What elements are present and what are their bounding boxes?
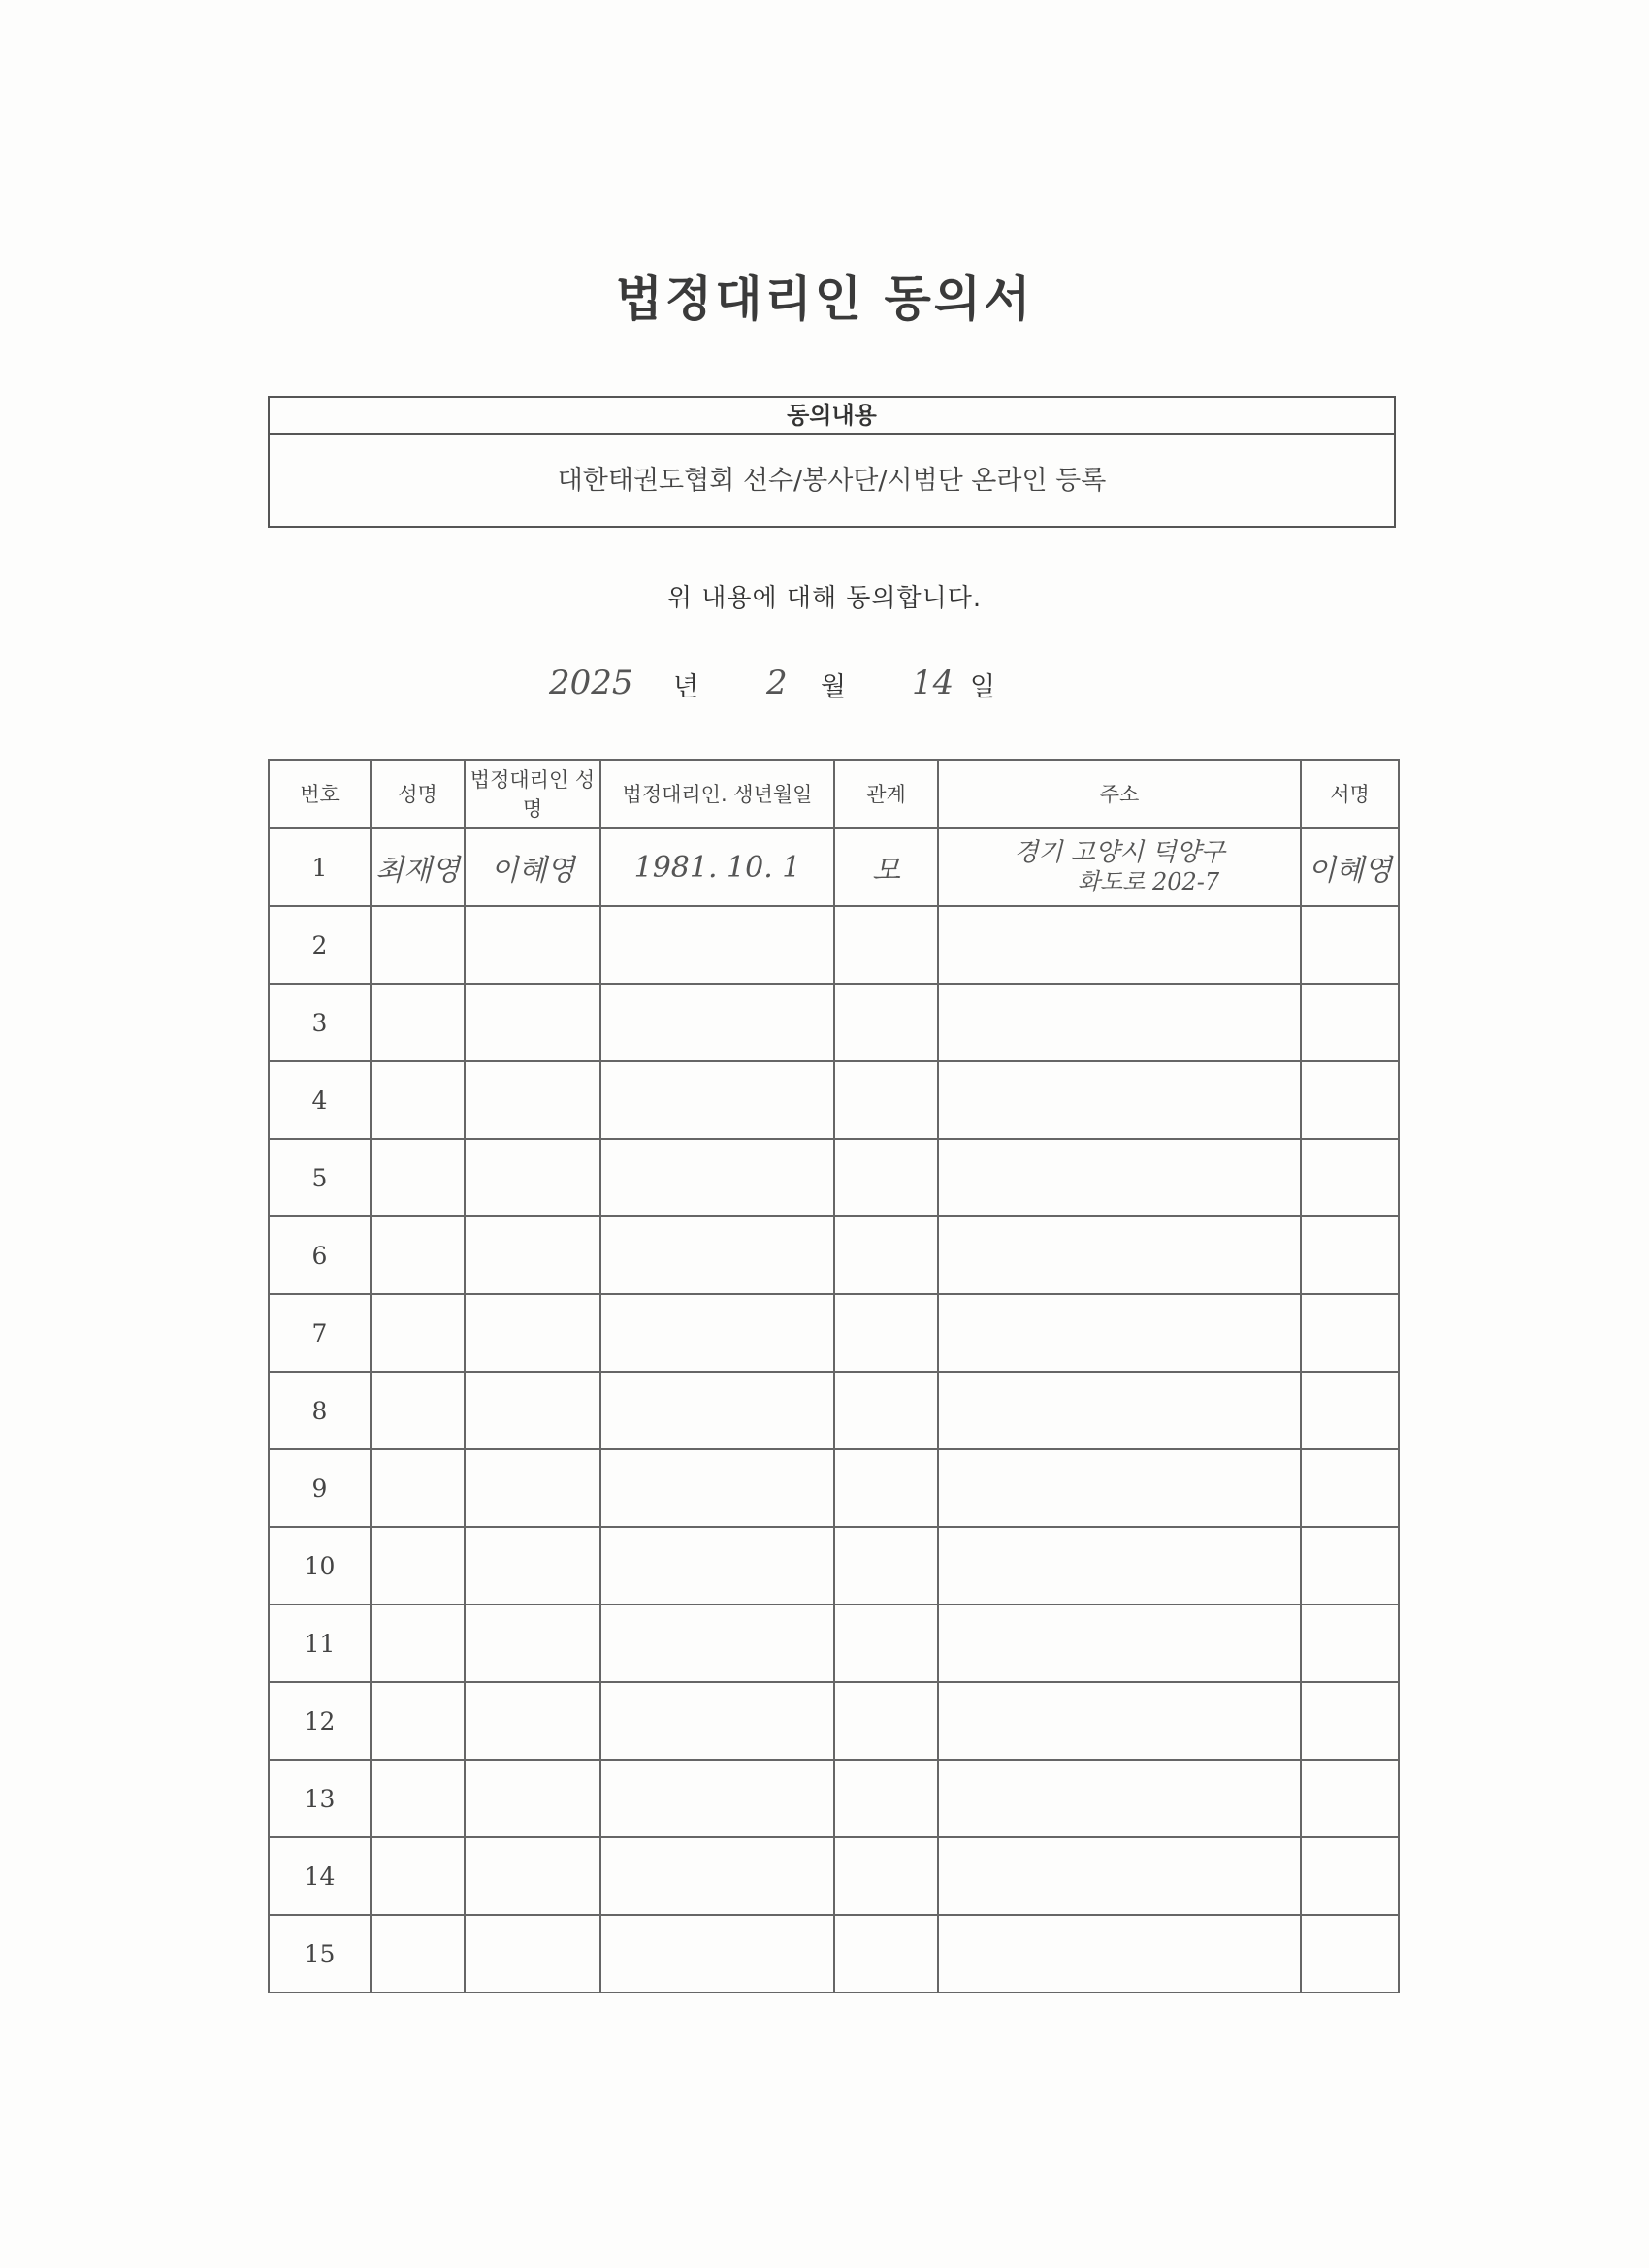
table-row <box>269 1216 1399 1294</box>
guardian-birth-field[interactable] <box>600 1604 834 1682</box>
address-field[interactable] <box>938 1760 1301 1837</box>
signature-field[interactable] <box>1301 1449 1399 1527</box>
row-number: 7 <box>269 1294 371 1372</box>
signature-field[interactable]: 이혜영 <box>1301 828 1399 906</box>
table-row <box>269 828 1399 906</box>
signature-field[interactable] <box>1301 1061 1399 1139</box>
relation-field[interactable] <box>834 1604 938 1682</box>
name-field[interactable] <box>371 1449 465 1527</box>
relation-field[interactable] <box>834 1216 938 1294</box>
guardian-name-field[interactable] <box>465 1139 600 1216</box>
row-number: 11 <box>269 1604 371 1682</box>
date-year-value[interactable]: 2025 <box>549 664 633 702</box>
consent-header: 동의내용 <box>270 398 1394 435</box>
address-line-1: 경기 고양시 덕양구 <box>1014 838 1225 867</box>
address-field[interactable] <box>938 1915 1301 1993</box>
header-guardian-name: 법정대리인 성명 <box>465 760 600 828</box>
row-number: 4 <box>269 1061 371 1139</box>
table-row <box>269 1527 1399 1604</box>
name-field[interactable] <box>371 1760 465 1837</box>
date-month-value[interactable]: 2 <box>766 664 788 702</box>
guardian-birth-field[interactable] <box>600 1139 834 1216</box>
relation-field[interactable] <box>834 906 938 984</box>
address-field[interactable] <box>938 984 1301 1061</box>
row-number: 12 <box>269 1682 371 1760</box>
guardian-name-field[interactable] <box>465 1216 600 1294</box>
consent-content: 대한태권도협회 선수/봉사단/시범단 온라인 등록 <box>557 466 1107 496</box>
row-number: 3 <box>269 984 371 1061</box>
address-field[interactable] <box>938 1216 1301 1294</box>
table-row <box>269 1449 1399 1527</box>
consent-box <box>268 396 1396 528</box>
guardian-name-field[interactable] <box>465 1837 600 1915</box>
address-field[interactable] <box>938 1372 1301 1449</box>
signature-field[interactable] <box>1301 1760 1399 1837</box>
signature-field[interactable] <box>1301 1294 1399 1372</box>
date-year-label: 년 <box>673 672 699 702</box>
signature-field[interactable] <box>1301 984 1399 1061</box>
table-row <box>269 1682 1399 1760</box>
row-number: 1 <box>269 828 371 906</box>
address-field[interactable] <box>938 1294 1301 1372</box>
relation-field[interactable] <box>834 1139 938 1216</box>
guardian-birth-field[interactable] <box>600 1527 834 1604</box>
guardian-name-field[interactable] <box>465 1449 600 1527</box>
relation-field[interactable] <box>834 1682 938 1760</box>
table-row <box>269 1760 1399 1837</box>
address-field[interactable] <box>938 1527 1301 1604</box>
guardian-name-field[interactable] <box>465 906 600 984</box>
address-field[interactable] <box>938 906 1301 984</box>
row-number: 6 <box>269 1216 371 1294</box>
address-field[interactable] <box>938 828 1301 906</box>
name-field[interactable] <box>371 984 465 1061</box>
table-row <box>269 1139 1399 1216</box>
signature-field[interactable] <box>1301 1139 1399 1216</box>
guardian-birth-field[interactable] <box>600 906 834 984</box>
address-field[interactable] <box>938 1682 1301 1760</box>
relation-field[interactable] <box>834 1372 938 1449</box>
guardian-birth-field[interactable] <box>600 1837 834 1915</box>
guardian-birth-field[interactable] <box>600 1061 834 1139</box>
name-field[interactable] <box>371 1682 465 1760</box>
guardian-birth-field[interactable]: 1981. 10. 1 <box>600 828 834 906</box>
date-day-value[interactable]: 14 <box>912 664 954 702</box>
relation-field[interactable] <box>834 984 938 1061</box>
date-month-label: 월 <box>821 672 847 702</box>
guardian-name-field[interactable] <box>465 1604 600 1682</box>
address-field[interactable] <box>938 1604 1301 1682</box>
signature-field[interactable] <box>1301 1915 1399 1993</box>
guardian-name-field[interactable] <box>465 1061 600 1139</box>
guardian-birth-field[interactable] <box>600 1372 834 1449</box>
relation-field[interactable] <box>834 1294 938 1372</box>
guardian-birth-field[interactable] <box>600 1294 834 1372</box>
guardian-name-field[interactable] <box>465 1915 600 1993</box>
address-field[interactable] <box>938 1061 1301 1139</box>
table-row <box>269 1372 1399 1449</box>
agree-statement: 위 내용에 대해 동의합니다. <box>666 584 983 613</box>
date-line <box>0 660 1649 718</box>
row-number: 5 <box>269 1139 371 1216</box>
table-row <box>269 1837 1399 1915</box>
header-address: 주소 <box>938 760 1301 828</box>
signature-field[interactable] <box>1301 1682 1399 1760</box>
header-no: 번호 <box>269 760 371 828</box>
name-field[interactable] <box>371 1527 465 1604</box>
address-field[interactable] <box>938 1449 1301 1527</box>
signature-field[interactable] <box>1301 1837 1399 1915</box>
relation-field[interactable] <box>834 1449 938 1527</box>
row-number: 9 <box>269 1449 371 1527</box>
relation-field[interactable]: 모 <box>834 828 938 906</box>
table-row <box>269 984 1399 1061</box>
signature-field[interactable] <box>1301 1216 1399 1294</box>
signature-field[interactable] <box>1301 1372 1399 1449</box>
name-field[interactable] <box>371 1294 465 1372</box>
address-line-2: 화도로 202-7 <box>1077 868 1220 895</box>
address-field[interactable] <box>938 1837 1301 1915</box>
row-number: 14 <box>269 1837 371 1915</box>
table-header-row <box>269 760 1399 828</box>
row-number: 13 <box>269 1760 371 1837</box>
registry-table <box>268 759 1400 1993</box>
signature-field[interactable] <box>1301 906 1399 984</box>
relation-field[interactable] <box>834 1527 938 1604</box>
name-field[interactable] <box>371 906 465 984</box>
guardian-name-field[interactable] <box>465 1682 600 1760</box>
guardian-name-field[interactable] <box>465 1760 600 1837</box>
header-relation: 관계 <box>834 760 938 828</box>
relation-field[interactable] <box>834 1837 938 1915</box>
name-field[interactable] <box>371 1139 465 1216</box>
address-field[interactable] <box>938 1139 1301 1216</box>
name-field[interactable] <box>371 1372 465 1449</box>
table-row <box>269 1294 1399 1372</box>
name-field[interactable] <box>371 1837 465 1915</box>
page-title: 법정대리인 동의서 <box>615 271 1034 327</box>
row-number: 15 <box>269 1915 371 1993</box>
guardian-name-field[interactable] <box>465 1294 600 1372</box>
relation-field[interactable] <box>834 1760 938 1837</box>
header-signature: 서명 <box>1301 760 1399 828</box>
name-field[interactable] <box>371 1061 465 1139</box>
table-row <box>269 1061 1399 1139</box>
guardian-birth-field[interactable] <box>600 984 834 1061</box>
relation-field[interactable] <box>834 1915 938 1993</box>
guardian-birth-field[interactable] <box>600 1216 834 1294</box>
date-day-label: 일 <box>970 672 996 702</box>
guardian-name-field[interactable] <box>465 984 600 1061</box>
signature-field[interactable] <box>1301 1527 1399 1604</box>
table-row <box>269 1915 1399 1993</box>
guardian-birth-field[interactable] <box>600 1682 834 1760</box>
name-field[interactable]: 최재영 <box>371 828 465 906</box>
row-number: 8 <box>269 1372 371 1449</box>
name-field[interactable] <box>371 1604 465 1682</box>
guardian-name-field[interactable] <box>465 1372 600 1449</box>
row-number: 2 <box>269 906 371 984</box>
guardian-name-field[interactable]: 이혜영 <box>465 828 600 906</box>
table-row <box>269 1604 1399 1682</box>
header-guardian-birth: 법정대리인. 생년월일 <box>600 760 834 828</box>
row-number: 10 <box>269 1527 371 1604</box>
name-field[interactable] <box>371 1216 465 1294</box>
signature-field[interactable] <box>1301 1604 1399 1682</box>
table-row <box>269 906 1399 984</box>
guardian-birth-field[interactable] <box>600 1760 834 1837</box>
relation-field[interactable] <box>834 1061 938 1139</box>
guardian-birth-field[interactable] <box>600 1915 834 1993</box>
guardian-birth-field[interactable] <box>600 1449 834 1527</box>
name-field[interactable] <box>371 1915 465 1993</box>
header-name: 성명 <box>371 760 465 828</box>
guardian-name-field[interactable] <box>465 1527 600 1604</box>
